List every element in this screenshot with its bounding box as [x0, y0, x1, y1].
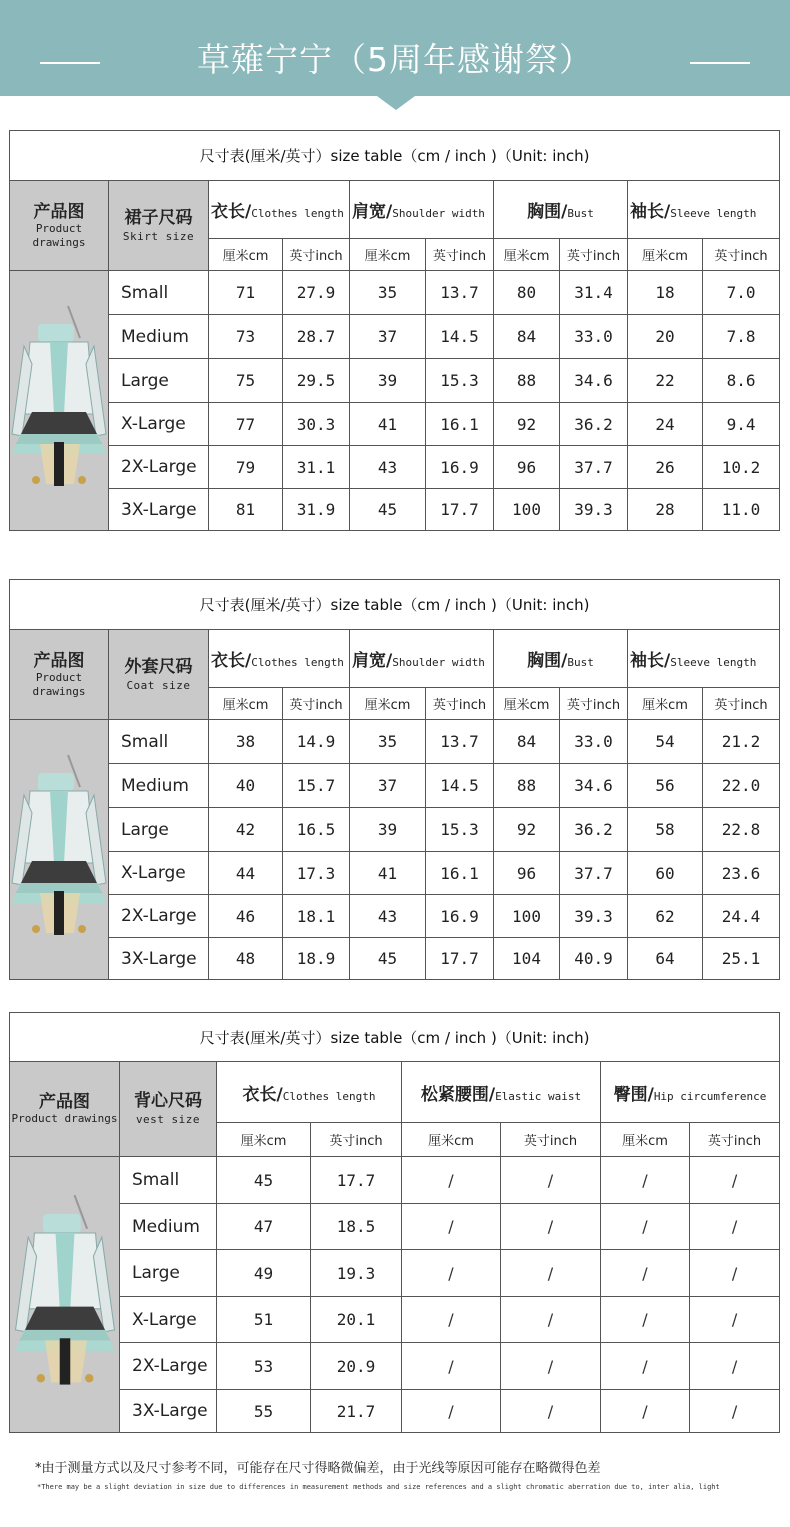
value-cell: 17.7 [426, 938, 494, 980]
value-cell: 14.5 [426, 315, 494, 359]
value-cell: 49 [217, 1250, 311, 1297]
value-cell: 42 [209, 808, 283, 852]
unit-cm: 厘米cm [350, 688, 426, 720]
value-cell: 39 [350, 359, 426, 403]
empty-value: / [501, 1343, 601, 1390]
unit-inch: 英寸inch [690, 1123, 780, 1157]
value-cell: 46 [209, 895, 283, 938]
table-title: 尺寸表(厘米/英寸）size table（cm / inch )（Unit: inch) [10, 1013, 780, 1062]
clothes-length-header: 衣长/Clothes length [209, 181, 350, 239]
empty-value: / [601, 1157, 690, 1204]
value-cell: 39.3 [560, 489, 628, 531]
value-cell: 100 [494, 895, 560, 938]
empty-value: / [402, 1297, 501, 1343]
value-cell: 43 [350, 895, 426, 938]
unit-inch: 英寸inch [426, 239, 494, 271]
size-label: Large [109, 808, 209, 852]
value-cell: 16.5 [283, 808, 350, 852]
value-cell: 18 [628, 271, 703, 315]
product-header [10, 1062, 120, 1157]
value-cell: 71 [209, 271, 283, 315]
unit-inch: 英寸inch [560, 688, 628, 720]
empty-value: / [601, 1297, 690, 1343]
empty-value: / [402, 1204, 501, 1250]
value-cell: 7.0 [703, 271, 780, 315]
size-label: Large [120, 1250, 217, 1297]
value-cell: 8.6 [703, 359, 780, 403]
size-label: 2X-Large [109, 895, 209, 938]
value-cell: 9.4 [703, 403, 780, 446]
value-cell: 17.3 [283, 852, 350, 895]
value-cell: 15.7 [283, 764, 350, 808]
value-cell: 31.1 [283, 446, 350, 489]
value-cell: 51 [217, 1297, 311, 1343]
size-label: 3X-Large [120, 1390, 217, 1433]
value-cell: 20.1 [311, 1297, 402, 1343]
value-cell: 20 [628, 315, 703, 359]
size-header-cn: 裙子尺码 [124, 207, 193, 228]
shoulder-width-header: 肩宽/Shoulder width [350, 181, 494, 239]
value-cell: 40 [209, 764, 283, 808]
value-cell: 16.1 [426, 852, 494, 895]
value-cell: 33.0 [560, 720, 628, 764]
size-label: Medium [109, 315, 209, 359]
value-cell: 30.3 [283, 403, 350, 446]
value-cell: 88 [494, 764, 560, 808]
value-cell: 37 [350, 764, 426, 808]
size-label: Small [109, 271, 209, 315]
value-cell: 96 [494, 852, 560, 895]
value-cell: 88 [494, 359, 560, 403]
value-cell: 92 [494, 403, 560, 446]
value-cell: 75 [209, 359, 283, 403]
product-header-cn: 产品图 [33, 201, 85, 222]
empty-value: / [690, 1343, 780, 1390]
size-label: 3X-Large [109, 938, 209, 980]
value-cell: 81 [209, 489, 283, 531]
value-cell: 20.9 [311, 1343, 402, 1390]
value-cell: 36.2 [560, 403, 628, 446]
value-cell: 13.7 [426, 720, 494, 764]
unit-cm: 厘米cm [217, 1123, 311, 1157]
value-cell: 22 [628, 359, 703, 403]
value-cell: 37.7 [560, 446, 628, 489]
page-title: 草薙宁宁（5周年感谢祭） [197, 40, 593, 79]
bust-header: 胸围/Bust [494, 630, 628, 688]
unit-cm: 厘米cm [628, 688, 703, 720]
value-cell: 92 [494, 808, 560, 852]
unit-cm: 厘米cm [601, 1123, 690, 1157]
value-cell: 35 [350, 720, 426, 764]
value-cell: 10.2 [703, 446, 780, 489]
shoulder-width-header: 肩宽/Shoulder width [350, 630, 494, 688]
empty-value: / [402, 1390, 501, 1433]
value-cell: 18.1 [283, 895, 350, 938]
value-cell: 34.6 [560, 359, 628, 403]
value-cell: 36.2 [560, 808, 628, 852]
value-cell: 23.6 [703, 852, 780, 895]
value-cell: 56 [628, 764, 703, 808]
empty-value: / [690, 1204, 780, 1250]
value-cell: 15.3 [426, 359, 494, 403]
value-cell: 27.9 [283, 271, 350, 315]
table-title: 尺寸表(厘米/英寸）size table（cm / inch )（Unit: inch) [10, 580, 780, 630]
value-cell: 58 [628, 808, 703, 852]
unit-inch: 英寸inch [560, 239, 628, 271]
value-cell: 96 [494, 446, 560, 489]
empty-value: / [601, 1204, 690, 1250]
hip-circumference-header: 臀围/Hip circumference [601, 1062, 780, 1123]
unit-inch: 英寸inch [283, 239, 350, 271]
value-cell: 28 [628, 489, 703, 531]
value-cell: 44 [209, 852, 283, 895]
value-cell: 41 [350, 852, 426, 895]
empty-value: / [601, 1250, 690, 1297]
size-label: Small [109, 720, 209, 764]
size-label: Large [109, 359, 209, 403]
value-cell: 62 [628, 895, 703, 938]
value-cell: 48 [209, 938, 283, 980]
size-label: 3X-Large [109, 489, 209, 531]
size-header-cn: 背心尺码 [134, 1091, 202, 1111]
value-cell: 45 [217, 1157, 311, 1204]
costume-illustration [11, 1193, 119, 1393]
value-cell: 31.4 [560, 271, 628, 315]
value-cell: 22.0 [703, 764, 780, 808]
value-cell: 18.9 [283, 938, 350, 980]
size-header [109, 181, 209, 271]
value-cell: 13.7 [426, 271, 494, 315]
clothes-length-header: 衣长/Clothes length [209, 630, 350, 688]
value-cell: 14.9 [283, 720, 350, 764]
value-cell: 28.7 [283, 315, 350, 359]
value-cell: 84 [494, 315, 560, 359]
product-image [10, 1157, 120, 1433]
value-cell: 77 [209, 403, 283, 446]
unit-inch: 英寸inch [703, 688, 780, 720]
empty-value: / [501, 1390, 601, 1433]
costume-illustration [10, 304, 108, 494]
size-label: 2X-Large [120, 1343, 217, 1390]
empty-value: / [690, 1297, 780, 1343]
product-header-cn: 产品图 [39, 1092, 90, 1112]
value-cell: 29.5 [283, 359, 350, 403]
unit-cm: 厘米cm [209, 688, 283, 720]
size-label: 2X-Large [109, 446, 209, 489]
size-header-en: vest size [135, 1113, 201, 1126]
value-cell: 24.4 [703, 895, 780, 938]
table-title: 尺寸表(厘米/英寸）size table（cm / inch )（Unit: inch) [10, 131, 780, 181]
product-header-en: Product drawings [32, 221, 86, 249]
coat-size-table [9, 579, 780, 980]
unit-cm: 厘米cm [494, 688, 560, 720]
size-header-en: Skirt size [122, 229, 195, 243]
value-cell: 21.2 [703, 720, 780, 764]
unit-inch: 英寸inch [426, 688, 494, 720]
value-cell: 34.6 [560, 764, 628, 808]
size-label: X-Large [109, 852, 209, 895]
value-cell: 55 [217, 1390, 311, 1433]
unit-cm: 厘米cm [209, 239, 283, 271]
value-cell: 37.7 [560, 852, 628, 895]
value-cell: 45 [350, 489, 426, 531]
clothes-length-header: 衣长/Clothes length [217, 1062, 402, 1123]
unit-cm: 厘米cm [350, 239, 426, 271]
value-cell: 79 [209, 446, 283, 489]
value-cell: 45 [350, 938, 426, 980]
value-cell: 31.9 [283, 489, 350, 531]
product-header [10, 630, 109, 720]
size-label: X-Large [120, 1297, 217, 1343]
product-header-en: Product drawings [11, 1112, 118, 1125]
value-cell: 100 [494, 489, 560, 531]
value-cell: 40.9 [560, 938, 628, 980]
footnote-cn: *由于测量方式以及尺寸参考不同，可能存在尺寸得略微偏差，由于光线等原因可能存在略微得色差 [35, 1461, 601, 1476]
sleeve-length-header: 袖长/Sleeve length [628, 630, 780, 688]
size-label: X-Large [109, 403, 209, 446]
empty-value: / [402, 1157, 501, 1204]
empty-value: / [601, 1390, 690, 1433]
value-cell: 16.1 [426, 403, 494, 446]
value-cell: 14.5 [426, 764, 494, 808]
value-cell: 60 [628, 852, 703, 895]
value-cell: 104 [494, 938, 560, 980]
value-cell: 17.7 [426, 489, 494, 531]
unit-inch: 英寸inch [703, 239, 780, 271]
unit-inch: 英寸inch [283, 688, 350, 720]
bust-header: 胸围/Bust [494, 181, 628, 239]
empty-value: / [402, 1343, 501, 1390]
size-label: Medium [109, 764, 209, 808]
value-cell: 16.9 [426, 895, 494, 938]
vest-size-table [9, 1012, 780, 1433]
empty-value: / [690, 1157, 780, 1204]
product-header-en: Product drawings [32, 670, 86, 698]
size-label: Small [120, 1157, 217, 1204]
empty-value: / [402, 1250, 501, 1297]
unit-inch: 英寸inch [311, 1123, 402, 1157]
value-cell: 25.1 [703, 938, 780, 980]
value-cell: 24 [628, 403, 703, 446]
value-cell: 43 [350, 446, 426, 489]
product-image [10, 271, 109, 531]
costume-illustration [10, 753, 108, 943]
value-cell: 15.3 [426, 808, 494, 852]
product-image [10, 720, 109, 980]
size-header [120, 1062, 217, 1157]
size-header-cn: 外套尺码 [124, 656, 193, 677]
value-cell: 53 [217, 1343, 311, 1390]
product-header-cn: 产品图 [33, 650, 85, 671]
value-cell: 7.8 [703, 315, 780, 359]
skirt-size-table [9, 130, 780, 531]
value-cell: 47 [217, 1204, 311, 1250]
banner-notch [377, 96, 415, 110]
footnote-en: *There may be a slight deviation in size due to differences in measurement methods and size references and a slight chromatic aberration due to, inter alia, light [37, 1483, 720, 1491]
unit-cm: 厘米cm [402, 1123, 501, 1157]
value-cell: 17.7 [311, 1157, 402, 1204]
empty-value: / [501, 1250, 601, 1297]
sleeve-length-header: 袖长/Sleeve length [628, 181, 780, 239]
unit-cm: 厘米cm [628, 239, 703, 271]
value-cell: 54 [628, 720, 703, 764]
value-cell: 11.0 [703, 489, 780, 531]
value-cell: 35 [350, 271, 426, 315]
value-cell: 21.7 [311, 1390, 402, 1433]
size-header-en: Coat size [126, 678, 191, 692]
value-cell: 19.3 [311, 1250, 402, 1297]
value-cell: 39 [350, 808, 426, 852]
value-cell: 22.8 [703, 808, 780, 852]
empty-value: / [690, 1390, 780, 1433]
value-cell: 37 [350, 315, 426, 359]
unit-inch: 英寸inch [501, 1123, 601, 1157]
value-cell: 73 [209, 315, 283, 359]
empty-value: / [601, 1343, 690, 1390]
size-header [109, 630, 209, 720]
value-cell: 16.9 [426, 446, 494, 489]
size-label: Medium [120, 1204, 217, 1250]
value-cell: 80 [494, 271, 560, 315]
value-cell: 18.5 [311, 1204, 402, 1250]
empty-value: / [501, 1157, 601, 1204]
value-cell: 41 [350, 403, 426, 446]
value-cell: 84 [494, 720, 560, 764]
empty-value: / [501, 1297, 601, 1343]
empty-value: / [501, 1204, 601, 1250]
elastic-waist-header: 松紧腰围/Elastic waist [402, 1062, 601, 1123]
value-cell: 39.3 [560, 895, 628, 938]
value-cell: 38 [209, 720, 283, 764]
value-cell: 33.0 [560, 315, 628, 359]
unit-cm: 厘米cm [494, 239, 560, 271]
empty-value: / [690, 1250, 780, 1297]
value-cell: 64 [628, 938, 703, 980]
value-cell: 26 [628, 446, 703, 489]
product-header [10, 181, 109, 271]
